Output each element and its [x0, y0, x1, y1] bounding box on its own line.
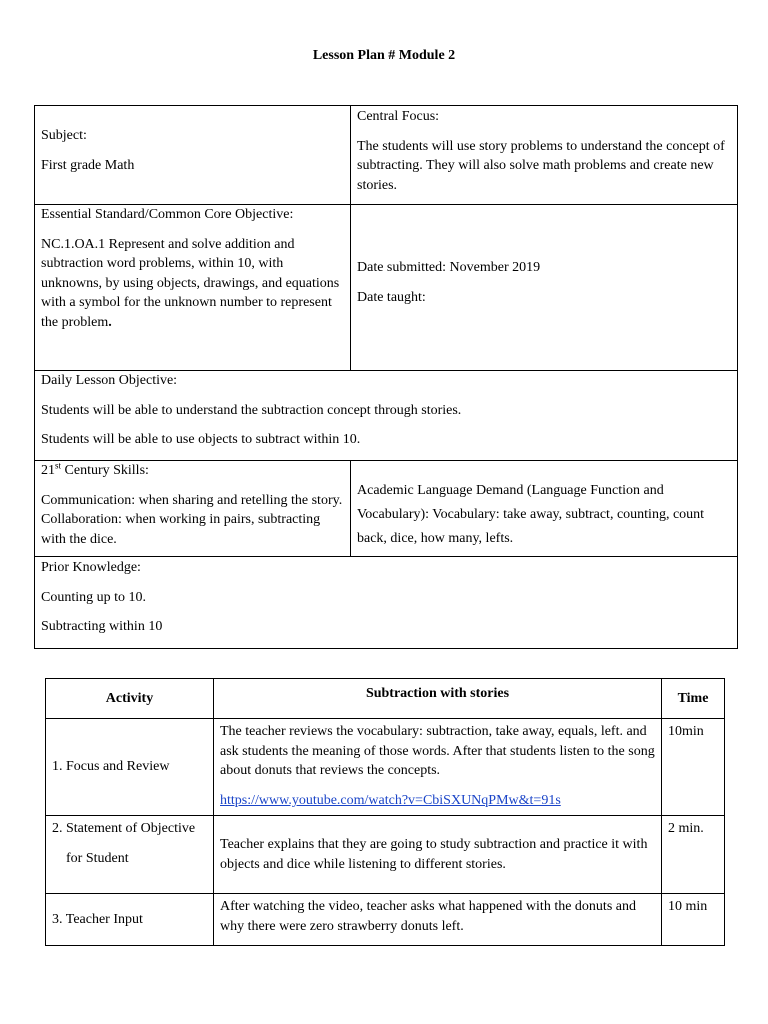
subject-cell [35, 126, 349, 175]
prior-knowledge-2: Subtracting within 10 [41, 619, 163, 635]
central-focus-label: Central Focus: [357, 109, 440, 124]
subject-label: Subject: [41, 128, 87, 143]
youtube-link[interactable]: https://www.youtube.com/watch?v=CbiSXUNqPMw&t=91s [220, 792, 561, 808]
daily-objective-2: Students will be able to use objects to subtract within 10. [41, 432, 361, 448]
dates-cell [351, 258, 737, 307]
central-focus-cell [351, 107, 737, 195]
skills-label-rest: Century Skills: [61, 463, 149, 478]
central-focus-text: The students will use story problems to understand the concept of subtracting. They will also solve math problems and create new stories. [357, 138, 725, 193]
skills-label [41, 461, 343, 481]
standard-text-body: NC.1.OA.1 Represent and solve addition and subtraction word problems, within 10, with unknowns, by using objects, drawings, and equations with a symbol for the unknown number to represent the problem [41, 236, 340, 330]
row-divider [34, 556, 738, 557]
standard-text [41, 235, 343, 333]
skills-label-sup: st [55, 460, 62, 471]
standard-cell [35, 205, 349, 333]
date-submitted: Date submitted: November 2019 [357, 260, 541, 275]
header-activity: Activity [46, 679, 214, 719]
activity-cell: 3. Teacher Input [46, 894, 214, 946]
academic-language-cell [351, 479, 737, 550]
activity-table [45, 678, 725, 946]
activity-line-1: 2. Statement of Objective [52, 821, 196, 836]
time-cell: 10 min [662, 894, 725, 946]
skills-text: Communication: when sharing and retelling the story. Collaboration: when working in pairs, subtracting with the dice. [41, 492, 343, 547]
table-row [46, 719, 725, 816]
academic-language-text: Academic Language Demand (Language Function and Vocabulary): Vocabulary: take away, subtract, counting, count back, dice, how many, lefts. [357, 483, 705, 546]
description-cell: Teacher explains that they are going to study subtraction and practice it with objects and dice while listening to different stories. [214, 816, 662, 894]
description-cell: After watching the video, teacher asks what happened with the donuts and why there were zero strawberry donuts left. [214, 894, 662, 946]
activity-cell [46, 816, 214, 894]
description-text: The teacher reviews the vocabulary: subtraction, take away, equals, left. and ask students the meaning of those words. After that students listen to the song about donuts that reviews the concepts. [220, 724, 655, 779]
table-row [46, 816, 725, 894]
header-description: Subtraction with stories [214, 679, 662, 719]
skills-cell [35, 461, 349, 549]
date-taught: Date taught: [357, 289, 426, 305]
daily-objective-label: Daily Lesson Objective: [41, 373, 178, 388]
header-time: Time [662, 679, 725, 719]
subject-value: First grade Math [41, 157, 135, 173]
page-title: Lesson Plan # Module 2 [312, 48, 456, 63]
activity-line-2: for Student [66, 850, 129, 866]
prior-knowledge-label: Prior Knowledge: [41, 560, 141, 575]
time-cell: 2 min. [662, 816, 725, 894]
table-header-row [46, 679, 725, 719]
activity-cell: 1. Focus and Review [46, 719, 214, 816]
prior-knowledge-1: Counting up to 10. [41, 589, 147, 605]
standard-text-period: . [108, 314, 112, 330]
skills-label-num: 21 [41, 463, 55, 478]
description-cell [214, 719, 662, 816]
daily-objective-1: Students will be able to understand the subtraction concept through stories. [41, 402, 462, 418]
time-cell: 10min [662, 719, 725, 816]
daily-objective-cell [35, 371, 737, 450]
table-row [46, 894, 725, 946]
standard-label: Essential Standard/Common Core Objective: [41, 207, 294, 222]
prior-knowledge-cell [35, 558, 737, 637]
